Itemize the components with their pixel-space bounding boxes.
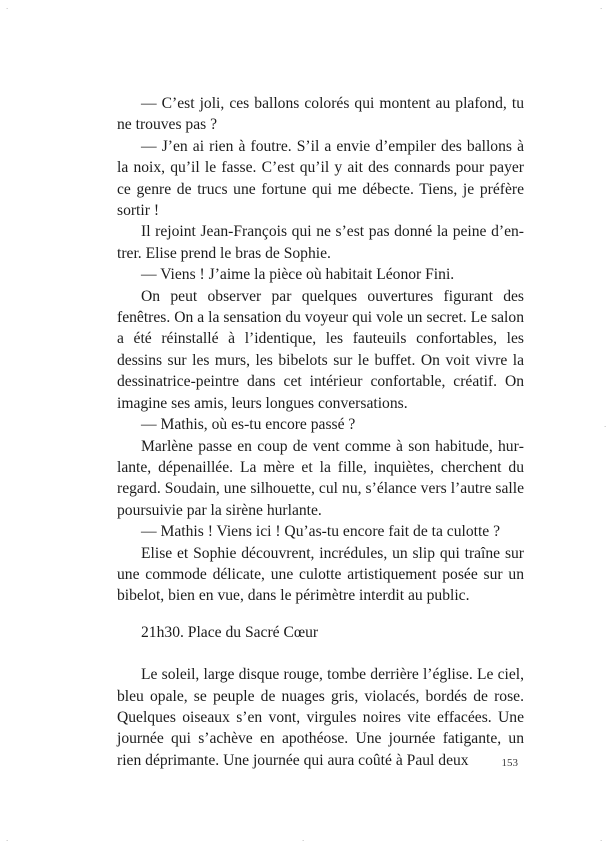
crop-mark: · [604,423,607,431]
paragraph: Elise et Sophie découvrent, incrédules, un slip qui traîne sur une commode délicate, une culotte artistiquement posée sur un bibelot, bien en vue, dans le périmètre interdit au public. [117,544,524,605]
paragraph: On peut observer par quelques ouvertures figurant des fenêtres. On a la sensation du voyeur qui vole un secret. Le salon a été réinstallé à l’identique, les fauteuils confortables, les dessins sur les murs, les bibelots sur le buffet. On voit vivre la dessinatrice-peintre dans cet intérieur confortable, créatif. On imagine ses amis, leurs longues conversations. [117,287,524,412]
body-text [117,93,524,771]
paragraph: — Viens ! J’aime la pièce où habitait Léonor Fini. [141,266,455,284]
paragraph: Marlène passe en coup de vent comme à son habitude, hurlante, dépenaillée. La mère et la fille, inquiètes, cherchent du regard. Soudain, une silhouette, cul nu, s’élance vers l’autre salle poursuivie par la sirène hurlante. [117,437,524,519]
page-number: 153 [501,757,518,769]
paragraph: — Mathis, où es-tu encore passé ? [141,416,356,434]
crop-mark: · [600,837,603,845]
crop-mark: · [600,5,603,13]
crop-mark: · [6,5,9,13]
crop-mark: · [6,837,9,845]
crop-mark: · [302,837,305,845]
paragraph: Le soleil, large disque rouge, tombe derrière l’église. Le ciel, bleu opale, se peuple de nuages gris, violacés, bordés de rose. Quelques oiseaux s’en vont, virgules noires vite effacées. Une journée qui s’achève en apothéose. Une journée fatigante, un rien déprimante. Une journée qui aura coûté à Paul deux [117,666,524,769]
paragraph: — Mathis ! Viens ici ! Qu’as-tu encore fait de ta culotte ? [141,523,501,541]
paragraph: — J’en ai rien à foutre. S’il a envie d’empiler des ballons à la noix, qu’il le fasse. C’est qu’il y ait des connards pour payer ce genre de trucs une fortune qui me débecte. Tiens, je préfère sortir ! [117,137,524,220]
paragraph: — C’est joli, ces ballons colorés qui montent au plafond, tu ne trouves pas ? [117,95,524,134]
section-heading: 21h30. Place du Sacré Cœur [141,623,319,641]
paragraph: Il rejoint Jean-François qui ne s’est pas donné la peine d’entrer. Elise prend le bras de Sophie. [117,223,524,262]
